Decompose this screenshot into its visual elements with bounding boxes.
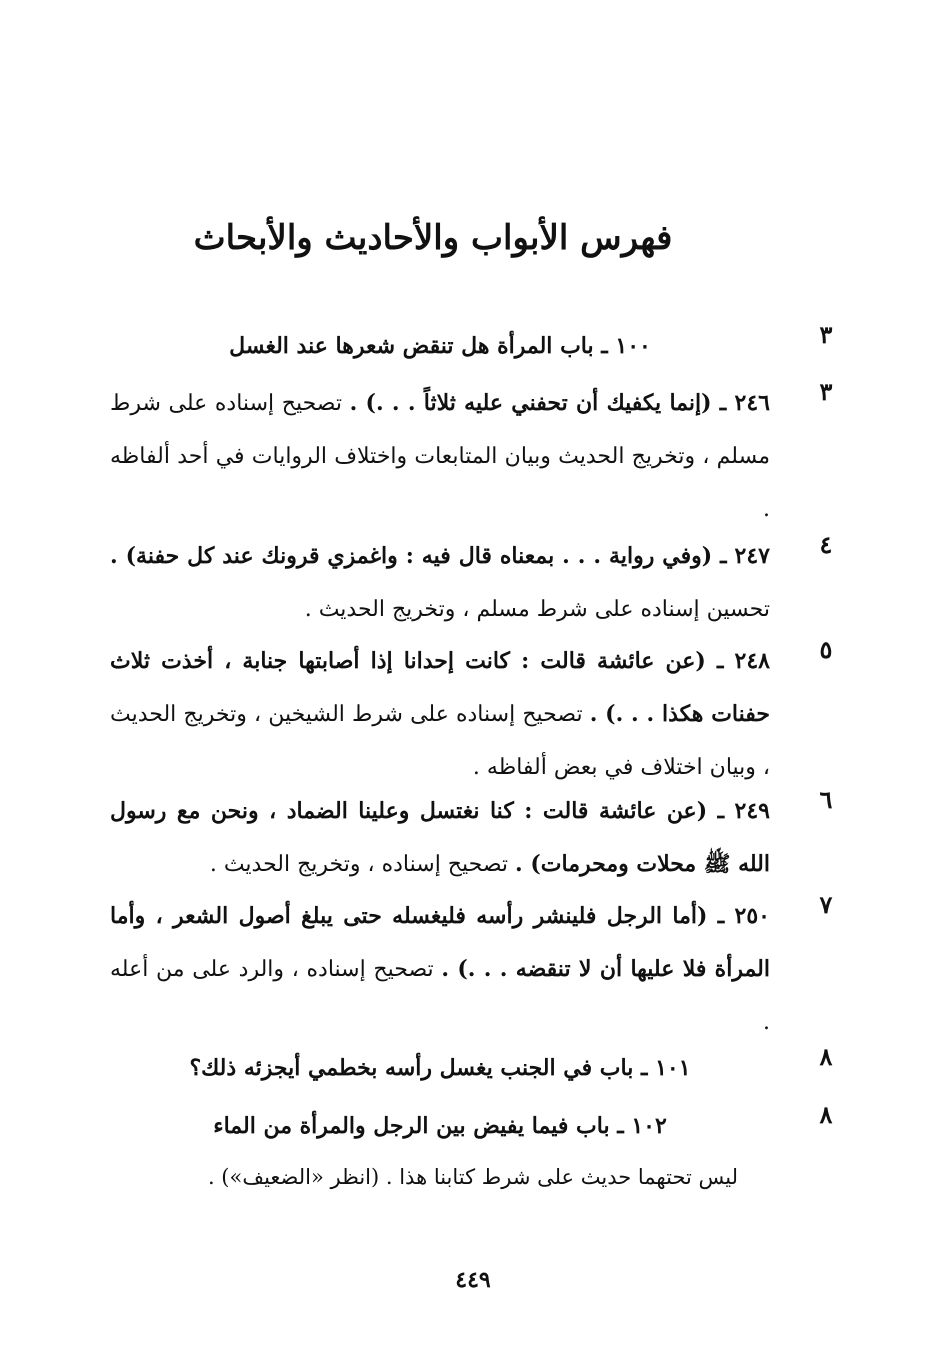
index-entry: [110, 635, 846, 794]
index-entry: [110, 785, 846, 891]
entry-hadith: ٢٤٩ ـ (عن عائشة قالت : كنا نغتسل وعلينا الضماد ، ونحن مع رسول الله ﷺ محلات ومحرمات) .: [110, 798, 770, 877]
entry-page-number: ٦: [819, 785, 833, 814]
entry-text: [110, 635, 770, 794]
entry-heading: ١٠١ ـ باب في الجنب يغسل رأسه بخطمي أيجزئه ذلك؟: [189, 1055, 691, 1081]
entry-text: [110, 1100, 770, 1153]
entry-page-number: ٨: [819, 1042, 833, 1071]
index-entry: [110, 530, 846, 636]
page-number: ٤٤٩: [455, 1267, 491, 1293]
index-entry: [110, 377, 846, 536]
entry-heading: ١٠٠ ـ باب المرأة هل تنقض شعرها عند الغسل: [229, 333, 651, 359]
index-entry: [110, 320, 846, 373]
entry-text: [110, 320, 770, 373]
index-entry: [110, 890, 846, 1049]
entry-page-number: ٣: [819, 320, 833, 349]
entry-text: [110, 785, 770, 891]
entry-text: [110, 530, 770, 636]
entry-page-number: ٥: [819, 635, 833, 664]
entry-text: [110, 890, 770, 1049]
entry-description: تصحيح إسناده على شرط مسلم ، وتخريج الحديث وبيان المتابعات واختلاف الروايات في أحد ألفاظه .: [110, 391, 770, 522]
entry-page-number: ٨: [819, 1100, 833, 1129]
entry-text: [110, 377, 770, 536]
entry-hadith: ٢٤٨ ـ (عن عائشة قالت : كانت إحدانا إذا أصابتها جنابة ، أخذت ثلاث حفنات هكذا . . .) .: [110, 648, 770, 727]
entry-heading: ١٠٢ ـ باب فيما يفيض بين الرجل والمرأة من الماء: [213, 1113, 667, 1139]
entry-hadith: ٢٥٠ ـ (أما الرجل فلينشر رأسه فليغسله حتى يبلغ أصول الشعر ، وأما المرأة فلا عليها أن لا تنقضه . . .) .: [110, 903, 770, 982]
page-title: فهرس الأبواب والأحاديث والأبحاث: [193, 218, 673, 258]
entry-hadith: ٢٤٦ ـ (إنما يكفيك أن تحفني عليه ثلاثاً . . .) .: [349, 390, 770, 416]
entry-hadith: ٢٤٧ ـ (وفي رواية . . . بمعناه قال فيه : واغمزي قرونك عند كل حفنة) .: [110, 543, 770, 569]
entry-description: تصحيح إسناده على شرط الشيخين ، وتخريج الحديث ، وبيان اختلاف في بعض ألفاظه .: [110, 702, 770, 780]
entry-description: تصحيح إسناده ، وتخريج الحديث .: [209, 852, 516, 877]
entry-text: [110, 1042, 770, 1095]
entry-description: تصحيح إسناده ، والرد على من أعله .: [110, 957, 770, 1035]
index-entry: [110, 1042, 846, 1095]
entry-page-number: ٧: [819, 890, 833, 919]
entry-description: تحسين إسناده على شرط مسلم ، وتخريج الحديث .: [304, 597, 770, 622]
index-entry: [110, 1100, 846, 1153]
entry-page-number: ٣: [819, 377, 833, 406]
section-note: ليس تحتهما حديث على شرط كتابنا هذا . (انظر «الضعيف») .: [207, 1165, 739, 1189]
entry-page-number: ٤: [819, 530, 833, 559]
